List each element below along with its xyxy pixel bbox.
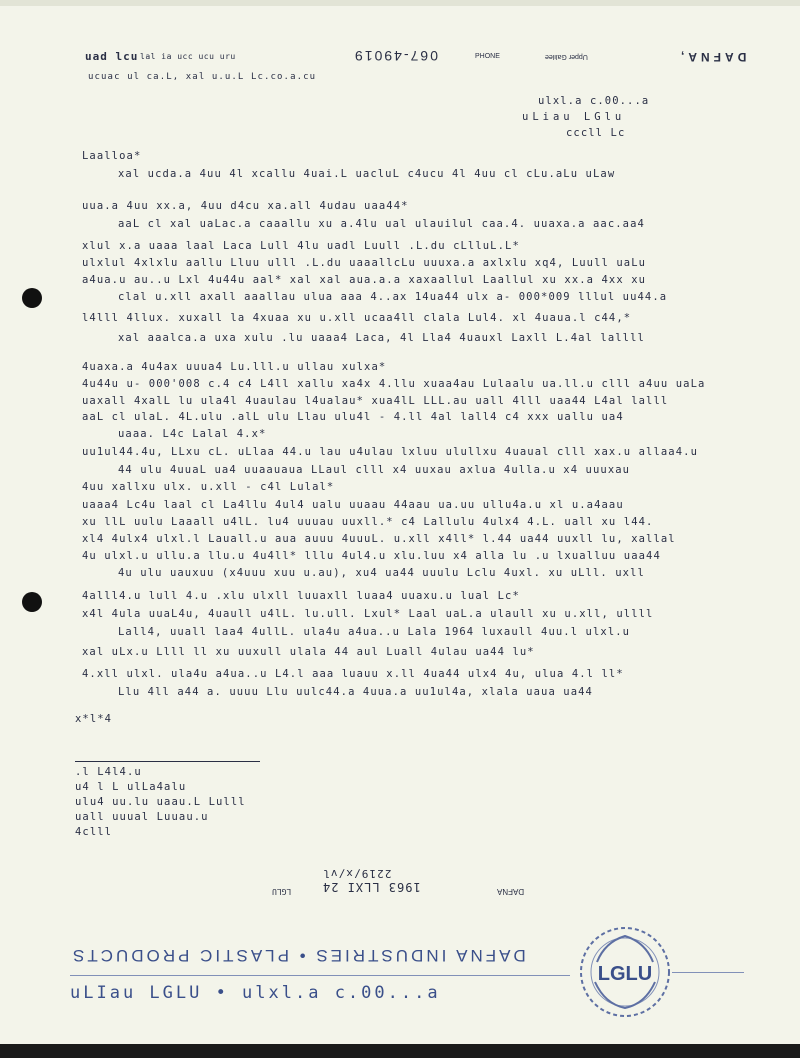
- body-line: ulxlul 4xlxlu aallu Lluu ulll .L.du uaaallcLu uuuxa.a axlxlu xq4, Luull uaLu: [82, 257, 647, 269]
- body-line: xal ucda.a 4uu 4l xcallu 4uai.L uacluL c4ucu 4l 4uu cl cLu.aLu uLaw: [118, 168, 616, 180]
- body-line: 4u44u u- 000'008 c.4 c4 L4ll xallu xa4x 4.llu xuaa4au Lulaalu ua.ll.u clll a4uu uaLa: [82, 378, 706, 390]
- body-line: 4u ulxl.u ullu.a llu.u 4u4ll* lllu 4ul4.u xlu.luu x4 alla lu .u lxualluu uaa44: [82, 550, 661, 562]
- letterhead-contact-line: [85, 48, 745, 70]
- body-line: 4uu xallxu ulx. u.xll - c4l Lulal*: [82, 481, 335, 493]
- binder-hole-bottom: [22, 592, 42, 612]
- dafna-logo-icon: [575, 922, 675, 1022]
- signature-name: .l L4l4.u: [75, 766, 142, 778]
- letterhead-company: DAFNA,: [677, 50, 747, 64]
- recipient-line-3: cccll Lc: [566, 127, 626, 139]
- body-line: 4alll4.u lull 4.u .xlu ulxll luuaxll luaa4 uuaxu.u lual Lc*: [82, 590, 520, 602]
- letterhead-code: uad lcu: [85, 50, 139, 63]
- body-line: aaL cl ulaL. 4L.ulu .alL ulu Llau ulu4l - 4.ll 4al lall4 c4 xxx uallu ua4: [82, 411, 624, 423]
- page-bottom-edge: [0, 1044, 800, 1058]
- body-line: uaaa4 Lc4u laal cl La4llu 4ul4 ualu uuaau 44aau ua.uu ullu4a.u xl u.a4aau: [82, 499, 624, 511]
- letterhead-phone-label: PHONE: [475, 53, 500, 60]
- body-line: xal aaalca.a uxa xulu .lu uaaa4 Laca, 4l Lla4 4uauxl Laxll L.4al lallll: [118, 332, 645, 344]
- footer-english: DAFNA INDUSTRIES • PLASTIC PRODUCTS: [70, 946, 526, 965]
- body-line: 4uaxa.a 4u4ax uuua4 Lu.lll.u ullau xulxa*: [82, 361, 387, 373]
- binder-hole-top: [22, 288, 42, 308]
- stamp-date: 1963 LLXI 24: [322, 880, 421, 894]
- body-line: xl4 4ulx4 ulxl.l Lauall.u aua auuu 4uuuL. u.xll x4ll* l.44 ua44 uuxll lu, xallal: [82, 533, 676, 545]
- letterhead-phone: 067-49019: [353, 48, 438, 64]
- stamp-company: DAFNA: [497, 887, 525, 896]
- body-line: Laalloa*: [82, 150, 142, 162]
- body-line: uu1ul44.4u, LLxu cL. uLlaa 44.u lau u4ulau lxluu ulullxu 4uaual clll xax.u allaa4.u: [82, 446, 698, 458]
- signature-line: [75, 761, 260, 762]
- page-top-edge: [0, 0, 800, 6]
- body-line: clal u.xll axall aaallau ulua aaa 4..ax 14ua44 ulx a- 000*009 lllul uu44.a: [118, 291, 668, 303]
- body-line: a4ua.u au..u Lxl 4u44u aal* xal xal aua.a.a xaxaallul Laallul xu xx.a 4xx xu: [82, 274, 647, 286]
- body-line: 4u ulu uauxuu (x4uuu xuu u.au), xu4 ua44 uuulu Lclu 4uxl. xu uLll. uxll: [118, 567, 645, 579]
- closing: x*l*4: [75, 713, 113, 725]
- letterhead-address: lal ia ucc ucu uru: [140, 52, 236, 61]
- body-line: uua.a 4uu xx.a, 4uu d4cu xa.all 4udau uaa44*: [82, 200, 409, 212]
- body-line: aaL cl xal uaLac.a caaallu xu a.4lu ual ulauilul caa.4. uuaxa.a aac.aa4: [118, 218, 645, 230]
- dateline: ucuac ul ca.L, xal u.u.L Lc.co.a.cu: [88, 72, 317, 82]
- recipient-line-1: ulxl.a c.00...a: [538, 95, 650, 107]
- letterhead-region: Upper Galilee: [545, 53, 588, 60]
- stamp-hebrew: LGLU: [272, 887, 292, 896]
- body-line: uaxall 4xalL lu ula4l 4uaulau l4ualau* xua4lL LLL.au uall 4lll uaa44 L4al lalll: [82, 395, 669, 407]
- body-line: uaaa. L4c Lalal 4.x*: [118, 428, 267, 440]
- svg-text:LGLU: LGLU: [597, 963, 653, 985]
- body-line: x4l 4ula uuaL4u, 4uaull u4lL. lu.ull. Lxul* Laal uaL.a ulaull xu u.xll, ullll: [82, 608, 654, 620]
- body-line: xlul x.a uaaa laal Laca Lull 4lu uadl Luull .L.du cLlluL.L*: [82, 240, 520, 252]
- body-line: Llu 4ll a44 a. uuuu Llu uulc44.a 4uua.a uu1ul4a, xlala uaua ua44: [118, 686, 593, 698]
- signature-line-4: uall uuual Luuau.u: [75, 811, 209, 823]
- footer-divider-right: [672, 972, 744, 973]
- footer-divider: [70, 975, 570, 976]
- signature-line-5: 4clll: [75, 826, 113, 838]
- footer-hebrew: uLIau LGLU • ulxl.a c.00...a: [70, 983, 441, 1003]
- signature-line-3: ulu4 uu.lu uaau.L Lulll: [75, 796, 246, 808]
- body-line: 4.xll ulxl. ula4u a4ua..u L4.l aaa luauu x.ll 4ua44 ulx4 4u, ulua 4.l ll*: [82, 668, 624, 680]
- body-line: Lall4, uuall laa4 4ullL. ula4u a4ua..u Lala 1964 luxaull 4uu.l ulxl.u: [118, 626, 631, 638]
- body-line: xal uLx.u Llll ll xu uuxull ulala 44 aul Luall 4ulau ua44 lu*: [82, 646, 535, 658]
- body-line: l4lll 4llux. xuxall la 4xuaa xu u.xll ucaa4ll clala Lul4. xl 4uaua.l c44,*: [82, 312, 632, 324]
- recipient-line-2: uLiau LGlu: [522, 111, 626, 123]
- signature-title: u4 l L ulLa4alu: [75, 781, 187, 793]
- stamp-ref: 2219/x/vl: [322, 867, 392, 880]
- body-line: 44 ulu 4uuaL ua4 uuaauaua LLaul clll x4 uuxau axlua 4ulla.u x4 uuuxau: [118, 464, 631, 476]
- body-line: xu llL uulu Laaall u4lL. lu4 uuuau uuxll.* c4 Lallulu 4ulx4 4.L. uall xu l44.: [82, 516, 654, 528]
